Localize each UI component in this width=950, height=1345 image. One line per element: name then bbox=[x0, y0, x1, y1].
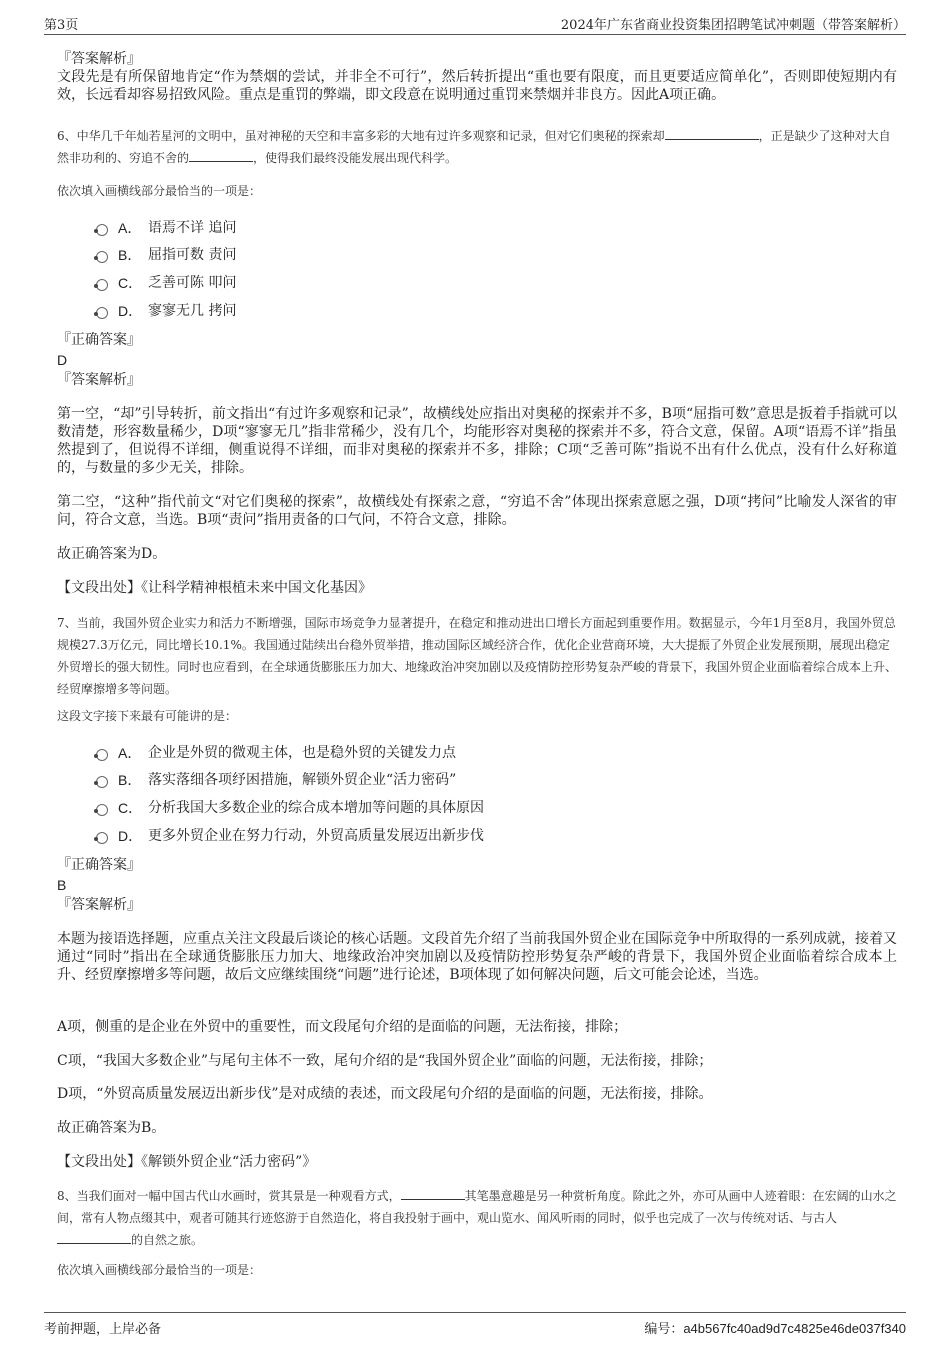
radio-icon[interactable] bbox=[96, 279, 108, 291]
q7-answer-block bbox=[57, 856, 897, 914]
question-6-stem bbox=[57, 125, 897, 169]
radio-icon[interactable] bbox=[96, 224, 108, 236]
option-text: 落实落细各项纾困措施，解锁外贸企业“活力密码” bbox=[148, 772, 457, 788]
footer-slogan: 考前押题，上岸必备 bbox=[44, 1322, 162, 1337]
fill-blank bbox=[665, 127, 759, 140]
analysis-paragraph: 第一空，“却”引导转折，前文指出“有过许多观察和记录”，故横线处应指出对奥秘的探索并不多，B项“屈指可数”意思是扳着手指就可以数清楚，形容数量稀少，D项“寥寥无几”指非常稀少，没有几个，均能形容对奥秘的探索并不多，符合文意，保留。A项“语焉不详”指虽然提到了，但说得不详细，侧重说得不详细，而非对奥秘的探索并不多，排除；C项“乏善可陈”指说不出有什么优点，没有什么好称道的，与数量的多少无关，排除。 bbox=[57, 406, 897, 476]
analysis-label: 『答案解析』 bbox=[57, 897, 141, 913]
q6-stem-part-3: ，使得我们最终没能发展出现代科学。 bbox=[253, 151, 458, 165]
option-text: 乏善可陈 叩问 bbox=[148, 275, 237, 291]
code-label: 编号： bbox=[644, 1321, 684, 1336]
q6-answer-block bbox=[57, 331, 897, 389]
option-key: B． bbox=[118, 247, 142, 263]
q6-stem-part-2: ，正是缺少了这种对大自然非功利的、穷追不舍的 bbox=[57, 129, 891, 165]
q8-stem-part-3: 的自然之旅。 bbox=[131, 1233, 204, 1247]
page-header bbox=[44, 12, 906, 35]
q7-source: 【文段出处】《解锁外贸企业“活力密码”》 bbox=[57, 1154, 317, 1170]
q6-prompt: 依次填入画横线部分最恰当的一项是： bbox=[57, 184, 262, 198]
option-key: C． bbox=[118, 275, 143, 291]
q8-prompt: 依次填入画横线部分最恰当的一项是： bbox=[57, 1263, 262, 1277]
radio-icon[interactable] bbox=[96, 832, 108, 844]
q7-analysis-d: D项，“外贸高质量发展迈出新步伐”是对成绩的表述，而文段尾句介绍的是面临的问题，无法衔接，排除。 bbox=[57, 1086, 713, 1102]
option-text: 寥寥无几 拷问 bbox=[148, 303, 237, 319]
option-text: 语焉不详 追问 bbox=[148, 220, 237, 236]
analysis-label: 『答案解析』 bbox=[57, 51, 141, 67]
code-value: a4b567fc40ad9d7c4825e46de037f340 bbox=[683, 1321, 906, 1336]
fill-blank bbox=[401, 1187, 465, 1200]
option-key: A． bbox=[118, 220, 142, 236]
option-text: 更多外贸企业在努力行动，外贸高质量发展迈出新步伐 bbox=[148, 828, 484, 844]
analysis-text: 文段先是有所保留地肯定“作为禁烟的尝试，并非全不可行”，然后转折提出“重也要有限度，而且更要适应简单化”，否则即使短期内有效，长远看却容易招致风险。重点是重罚的弊端，即文段意在说明通过重罚来禁烟并非良方。因此A项正确。 bbox=[57, 69, 897, 103]
q6-analysis-2 bbox=[57, 493, 897, 529]
prev-analysis-block bbox=[57, 50, 897, 104]
radio-icon[interactable] bbox=[96, 307, 108, 319]
question-8-stem bbox=[57, 1185, 897, 1251]
option-text: 屈指可数 责问 bbox=[148, 247, 237, 263]
q7-analysis-1 bbox=[57, 930, 897, 984]
fill-blank bbox=[57, 1231, 131, 1244]
analysis-label: 『答案解析』 bbox=[57, 372, 141, 388]
q7-stem: 7、当前，我国外贸企业实力和活力不断增强，国际市场竞争力显著提升，在稳定和推动进出口增长方面起到重要作用。数据显示，今年1月至8月，我国外贸总规模27.3万亿元，同比增长10.1%。我国通过陆续出台稳外贸举措，推动国际区域经济合作，优化企业营商环境，大大提振了外贸企业发展预期，展现出稳定外贸增长的强大韧性。同时也应看到，在全球通货膨胀压力加大、地缘政治冲突加剧以及疫情防控形势复杂严峻的背景下，我国外贸企业面临着综合成本上升、经贸摩擦增多等问题。 bbox=[57, 616, 898, 696]
q7-conclusion: 故正确答案为B。 bbox=[57, 1120, 166, 1136]
option-text: 企业是外贸的微观主体，也是稳外贸的关键发力点 bbox=[148, 745, 456, 761]
q6-source: 【文段出处】《让科学精神根植未来中国文化基因》 bbox=[57, 580, 372, 596]
document-title: 2024年广东省商业投资集团招聘笔试冲刺题（带答案解析） bbox=[560, 18, 906, 33]
q7-analysis-a: A项，侧重的是企业在外贸中的重要性，而文段尾句介绍的是面临的问题，无法衔接，排除； bbox=[57, 1019, 628, 1035]
q8-stem-part-2: 其笔墨意趣是另一种赏析角度。除此之外，亦可从画中人迹着眼：在宏阔的山水之间，常有人物点缀其中，观者可随其行迹悠游于自然造化，将自我投射于画中，观山览水、闻风听雨的同时，似乎也完成了一次与传统对话、与古人 bbox=[57, 1189, 897, 1225]
analysis-paragraph: 本题为接语选择题，应重点关注文段最后谈论的核心话题。文段首先介绍了当前我国外贸企业在国际竞争中所取得的一系列成就，接着又通过“同时”指出在全球通货膨胀压力加大、地缘政治冲突加剧以及疫情防控形势复杂严峻的背景下，我国外贸企业面临着综合成本上升、经贸摩擦增多等问题，故后文应继续围绕“问题”进行论述，B项体现了如何解决问题，后文可能会论述，当选。 bbox=[57, 931, 897, 983]
q6-analysis-1 bbox=[57, 405, 897, 477]
analysis-paragraph: 第二空，“这种”指代前文“对它们奥秘的探索”，故横线处有探索之意，“穷追不舍”体现出探索意愿之强，D项“拷问”比喻发人深省的审问，符合文意，当选。B项“责问”指用责备的口气问，不符合文意，排除。 bbox=[57, 494, 897, 528]
q7-analysis-c: C项，“我国大多数企业”与尾句主体不一致，尾句介绍的是“我国外贸企业”面临的问题，无法衔接，排除； bbox=[57, 1053, 713, 1069]
correct-answer: D bbox=[57, 352, 68, 368]
q6-stem-part-1: 6、中华几千年灿若星河的文明中，虽对神秘的天空和丰富多彩的大地有过许多观察和记录，但对它们奥秘的探索却 bbox=[57, 129, 665, 143]
radio-icon[interactable] bbox=[96, 749, 108, 761]
page-number: 第3页 bbox=[44, 18, 79, 33]
radio-icon[interactable] bbox=[96, 251, 108, 263]
q7-prompt: 这段文字接下来最有可能讲的是： bbox=[57, 709, 238, 723]
correct-answer-label: 『正确答案』 bbox=[57, 332, 141, 348]
q8-stem-part-1: 8、当我们面对一幅中国古代山水画时，赏其景是一种观看方式， bbox=[57, 1189, 401, 1203]
fill-blank bbox=[189, 149, 253, 162]
correct-answer: B bbox=[57, 877, 67, 893]
option-key: A． bbox=[118, 745, 142, 761]
option-key: B． bbox=[118, 772, 142, 788]
question-7-stem bbox=[57, 612, 897, 700]
q6-conclusion: 故正确答案为D。 bbox=[57, 546, 167, 562]
document-code bbox=[644, 1318, 906, 1337]
option-key: D． bbox=[118, 828, 143, 844]
radio-icon[interactable] bbox=[96, 804, 108, 816]
radio-icon[interactable] bbox=[96, 776, 108, 788]
correct-answer-label: 『正确答案』 bbox=[57, 857, 141, 873]
option-key: D． bbox=[118, 303, 143, 319]
page-footer bbox=[44, 1312, 906, 1341]
option-text: 分析我国大多数企业的综合成本增加等问题的具体原因 bbox=[148, 800, 484, 816]
option-key: C． bbox=[118, 800, 143, 816]
